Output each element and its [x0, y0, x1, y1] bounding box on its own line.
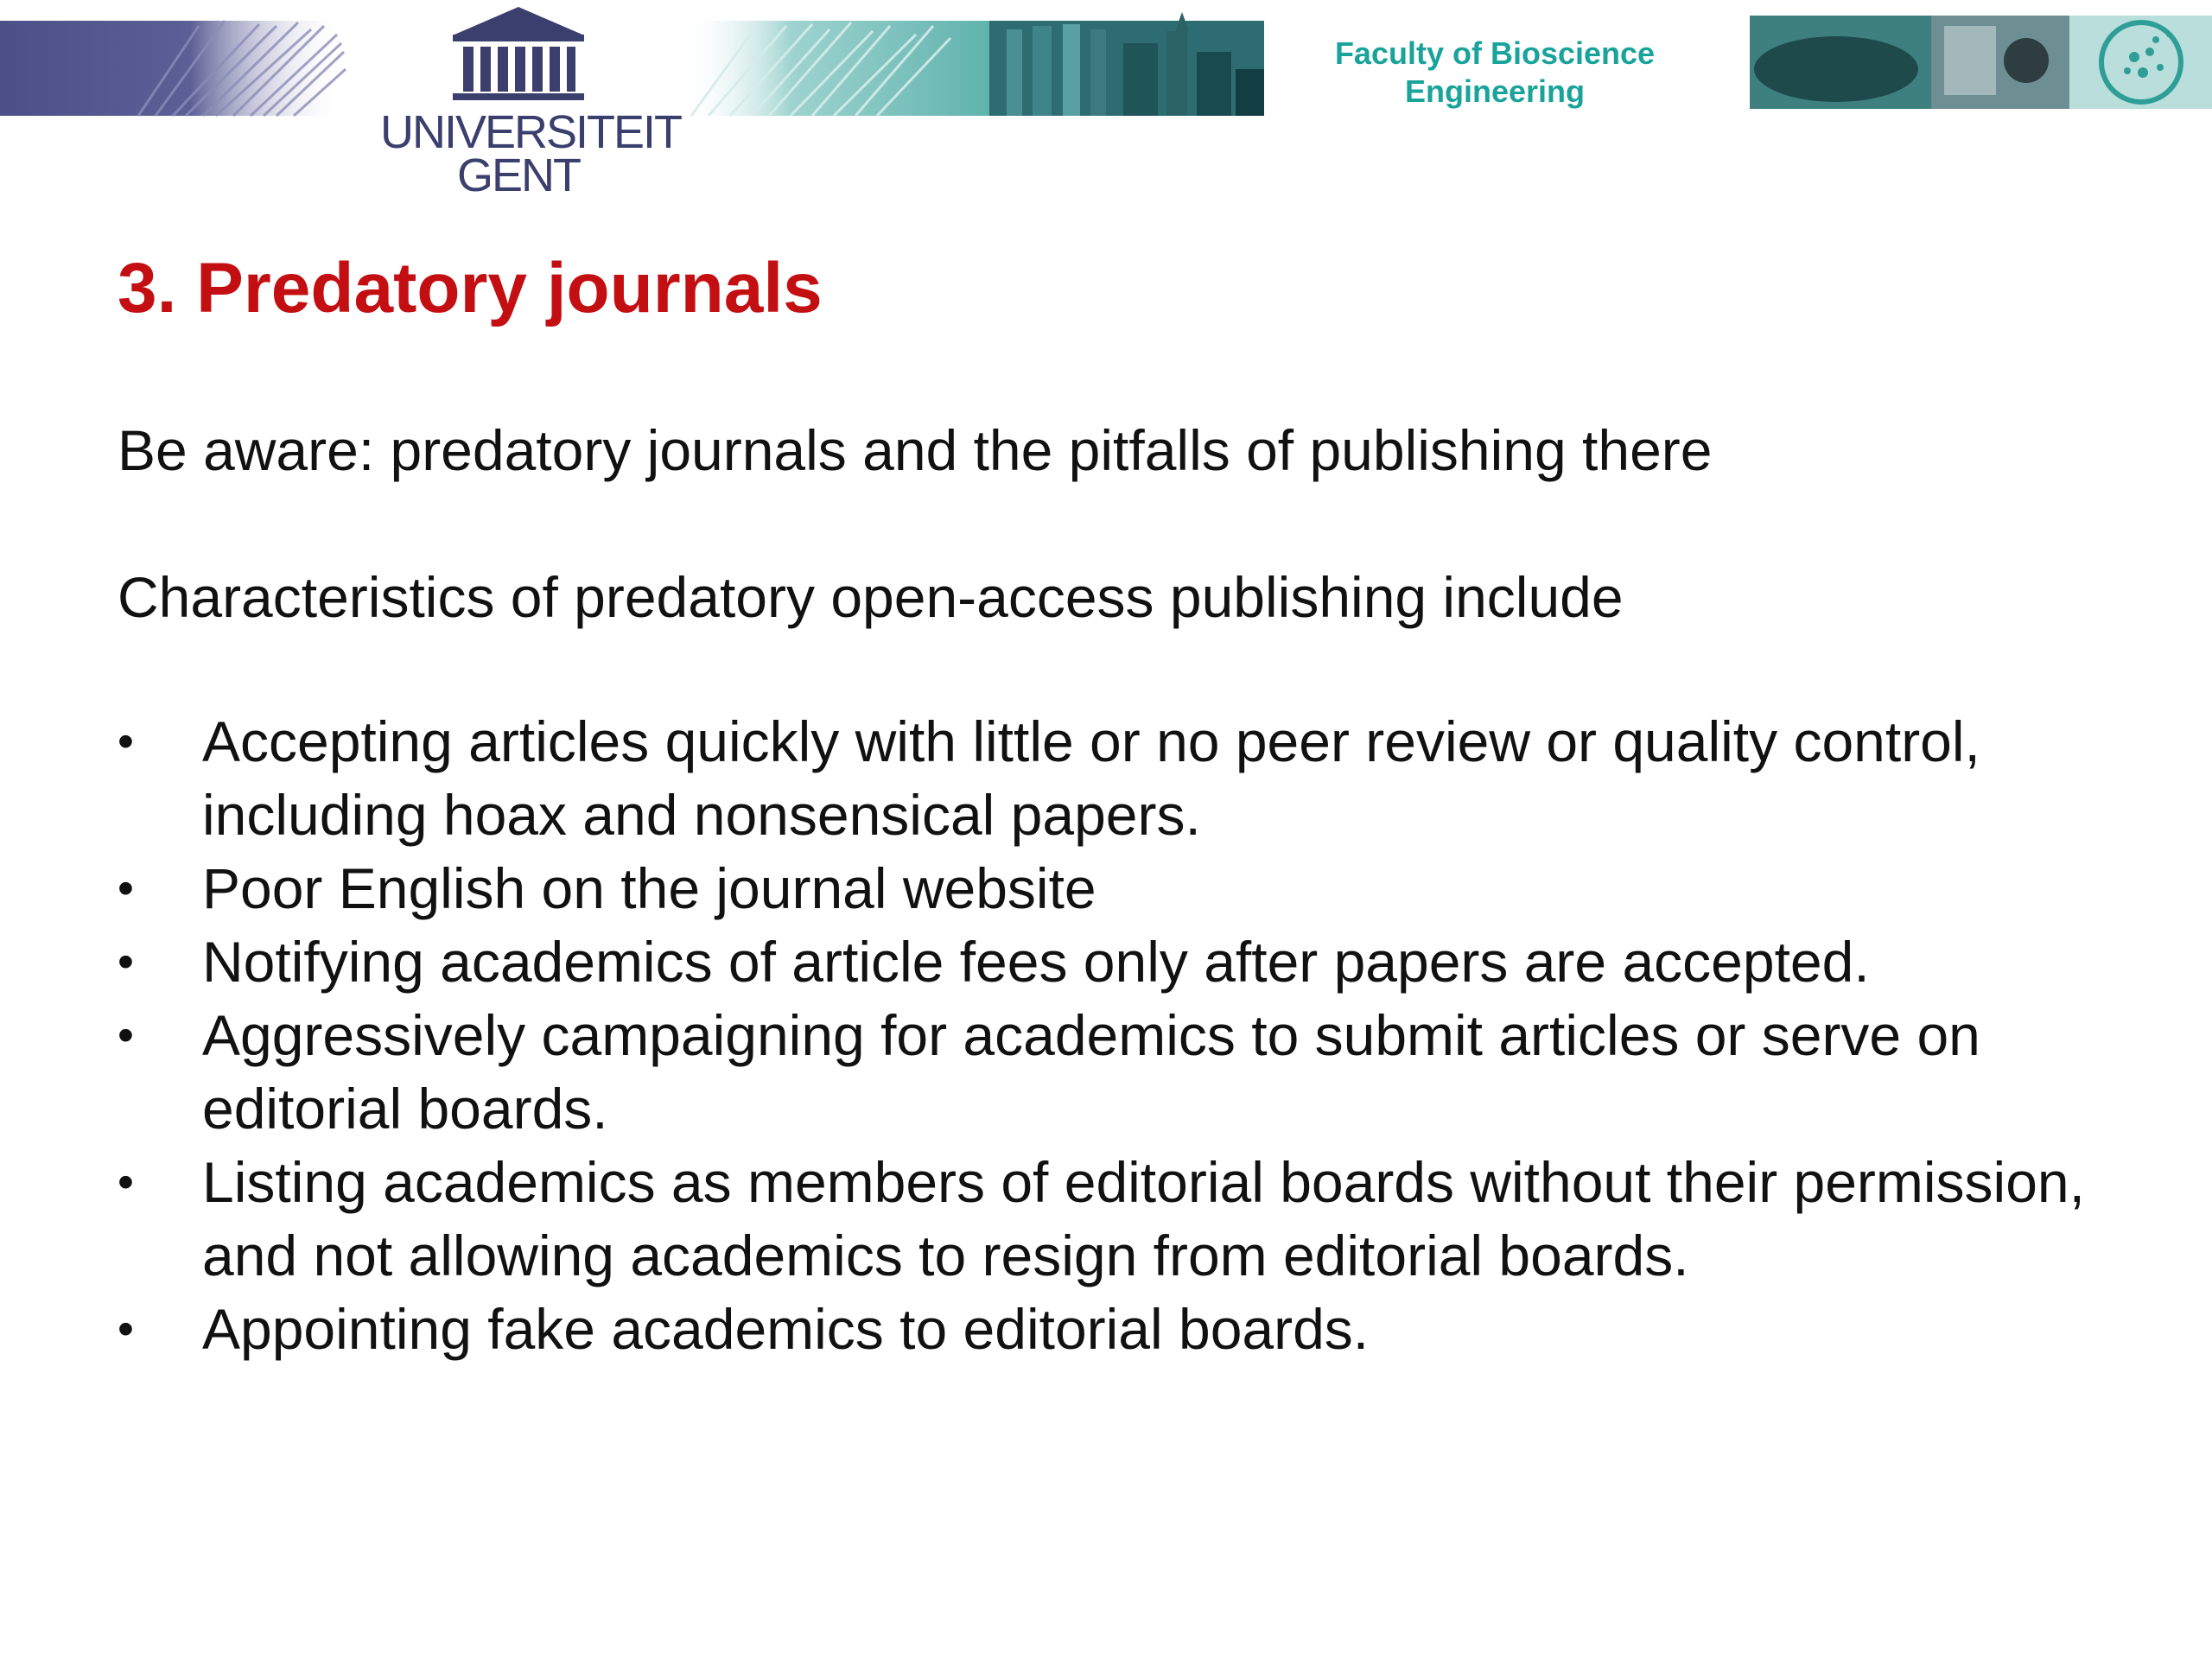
university-building-icon [380, 0, 657, 112]
list-item-text: Listing academics as members of editorial boards without their permission, and not allowing academics to resign from editorial boards. [202, 1150, 2085, 1287]
list-item [118, 999, 2105, 1146]
purple-grass-strip [0, 21, 346, 116]
bullet-icon: • [118, 1303, 134, 1355]
list-item [118, 1146, 2105, 1293]
list-item-text: Accepting articles quickly with little or no peer review or quality control, including hoax and nonsensical papers. [202, 709, 1980, 847]
bullet-icon: • [118, 936, 134, 988]
bullet-icon: • [118, 1156, 134, 1208]
slide-title: 3. Predatory journals [118, 249, 823, 327]
list-item-text: Appointing fake academics to editorial boards. [202, 1297, 1370, 1361]
intro-text: Be aware: predatory journals and the pitfalls of publishing there [118, 418, 1713, 482]
teal-grass-strip [683, 21, 994, 116]
bullet-icon: • [118, 1009, 134, 1061]
list-item [118, 925, 2105, 999]
faculty-line2: Engineering [1404, 73, 1586, 109]
list-item [118, 705, 2105, 852]
faculty-line1: Faculty of Bioscience [1334, 35, 1656, 71]
lead-text: Characteristics of predatory open-access publishing include [118, 565, 1624, 629]
bullet-icon: • [118, 862, 134, 914]
banner-graphics [0, 0, 2212, 207]
characteristics-list [118, 705, 2105, 1366]
bullet-icon: • [118, 715, 134, 767]
header-banner [0, 0, 2212, 207]
university-logo [380, 0, 682, 201]
building-photo [989, 12, 1264, 116]
faculty-name [1262, 35, 1728, 111]
university-name-line1: UNIVERSITEIT [380, 106, 682, 158]
list-item-text: Aggressively campaigning for academics to submit articles or serve on editorial boards. [202, 1003, 1980, 1141]
list-item [118, 1293, 2105, 1366]
university-name-line2: GENT [456, 149, 580, 201]
research-photos [1750, 16, 2212, 109]
list-item-text: Notifying academics of article fees only after papers are accepted. [202, 930, 1870, 994]
list-item [118, 852, 2105, 925]
list-item-text: Poor English on the journal website [202, 856, 1096, 920]
